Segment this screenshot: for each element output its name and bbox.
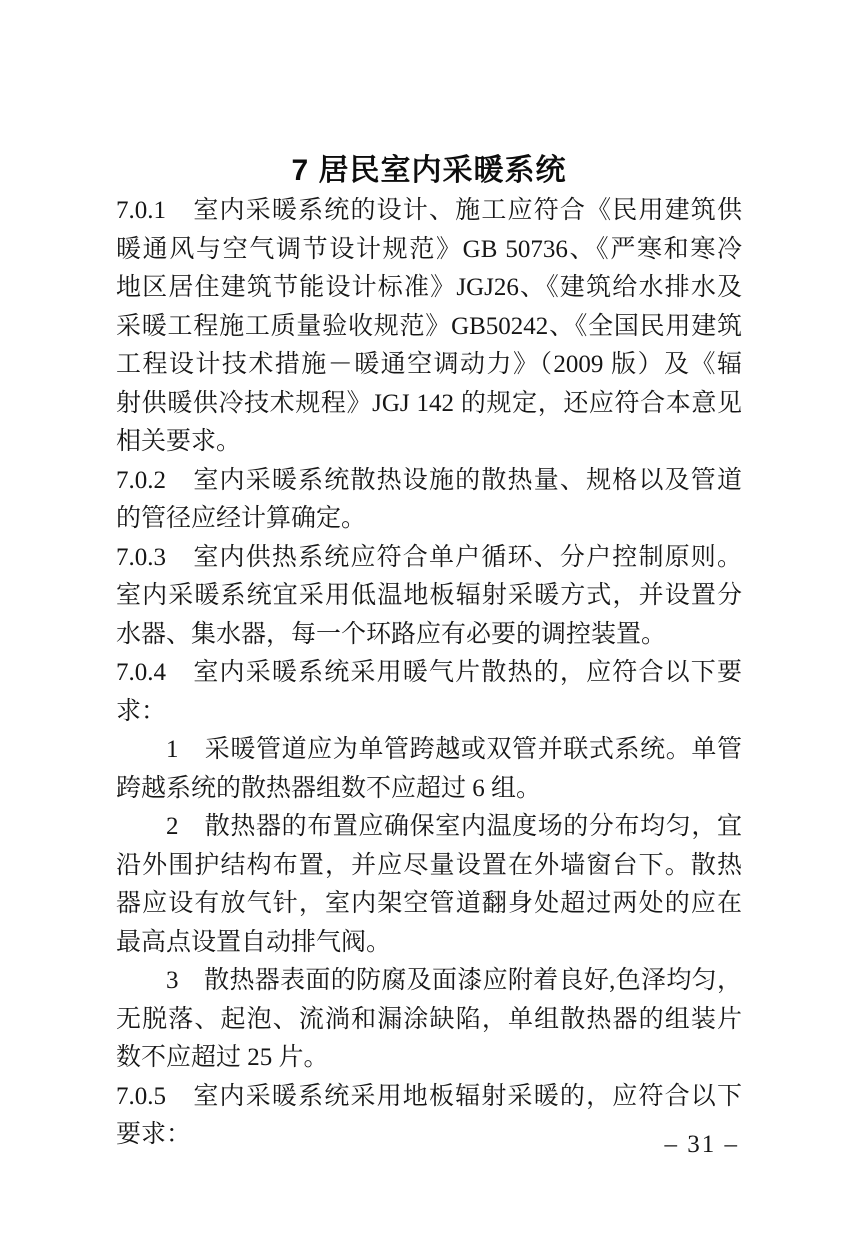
document-content: [116, 150, 742, 1155]
text-lines: [116, 192, 742, 1155]
text-line: 7.0.4 室内采暖系统采用暖气片散热的，应符合以下要: [116, 659, 742, 686]
text-line: 地区居住建筑节能设计标准》JGJ26、《建筑给水排水及: [116, 274, 742, 301]
text-line: 7.0.1 室内采暖系统的设计、施工应符合《民用建筑供: [116, 197, 742, 224]
text-line: 沿外围护结构布置，并应尽量设置在外墙窗台下。散热: [116, 851, 742, 879]
text-line: 要求：: [116, 1121, 192, 1148]
text-line: 相关要求。: [116, 428, 242, 455]
text-line: 工程设计技术措施－暖通空调动力》（2009 版）及《辐: [116, 351, 742, 378]
text-line: 器应设有放气针，室内架空管道翻身处超过两处的应在: [116, 890, 742, 917]
text-line: 采暖工程施工质量验收规范》GB50242、《全国民用建筑: [116, 312, 742, 340]
text-line: 暖通风与空气调节设计规范》GB 50736、《严寒和寒冷: [116, 235, 742, 263]
text-line: 水器、集水器，每一个环路应有必要的调控装置。: [116, 620, 667, 648]
text-line: 最高点设置自动排气阀。: [116, 928, 392, 956]
text-line: 2 散热器的布置应确保室内温度场的分布均匀，宜: [166, 813, 742, 840]
section-title: 7 居民室内采暖系统: [291, 154, 567, 187]
text-line: 数不应超过 25 片。: [116, 1044, 329, 1071]
text-line: 3 散热器表面的防腐及面漆应附着良好,色泽均匀，: [166, 967, 742, 994]
text-line: 无脱落、起泡、流淌和漏涂缺陷，单组散热器的组装片: [116, 1005, 742, 1033]
text-line: 7.0.2 室内采暖系统散热设施的散热量、规格以及管道: [116, 466, 742, 494]
text-line: 7.0.5 室内采暖系统采用地板辐射采暖的，应符合以下: [116, 1082, 742, 1110]
text-line: 求：: [116, 697, 167, 725]
text-line: 射供暖供冷技术规程》JGJ 142 的规定，还应符合本意见: [116, 389, 742, 417]
page-number: – 31 –: [664, 1131, 739, 1158]
text-line: 的管径应经计算确定。: [116, 505, 367, 532]
text-line: 室内采暖系统宜采用低温地板辐射采暖方式，并设置分: [116, 582, 742, 609]
text-line: 7.0.3 室内供热系统应符合单户循环、分户控制原则。: [116, 543, 742, 571]
text-line: 跨越系统的散热器组数不应超过 6 组。: [116, 774, 542, 802]
text-line: 1 采暖管道应为单管跨越或双管并联式系统。单管: [166, 736, 742, 763]
